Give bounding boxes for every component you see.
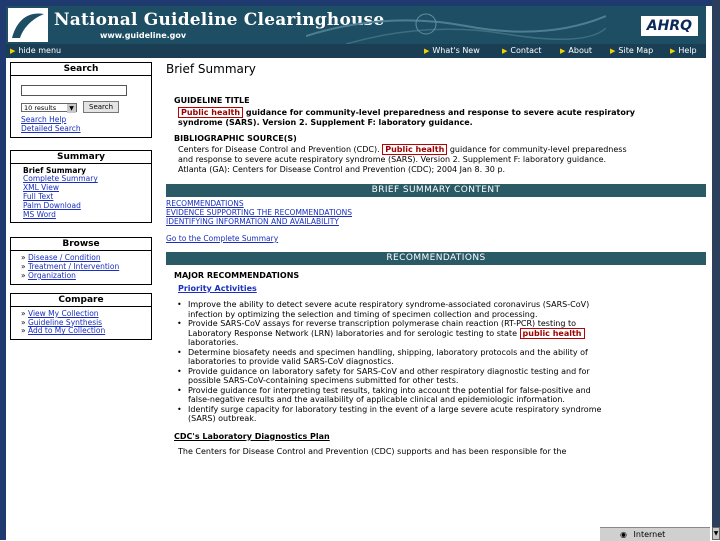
arrow-icon: ▶ bbox=[560, 47, 566, 55]
recommendations-link[interactable]: RECOMMENDATIONS bbox=[166, 199, 244, 208]
search-button[interactable]: Search bbox=[83, 101, 119, 113]
search-box bbox=[10, 62, 152, 138]
full-text-link[interactable]: Full Text bbox=[23, 191, 54, 201]
detailed-search-link[interactable]: Detailed Search bbox=[21, 123, 81, 133]
search-highlight: Public health bbox=[382, 144, 447, 155]
bibliographic-label: BIBLIOGRAPHIC SOURCE(S) bbox=[174, 134, 297, 143]
arrow-icon: ▶ bbox=[502, 47, 508, 55]
list-item: • Improve the ability to detect severe acute respiratory syndrome-associated coronavirus (SARS-CoV) infection by optimizing the selection and timing of specimen collection and processing. bbox=[166, 300, 706, 319]
priority-activities-label: Priority Activities bbox=[178, 284, 257, 293]
summary-heading: Summary bbox=[11, 151, 151, 164]
brief-summary-current: Brief Summary bbox=[23, 165, 86, 175]
arrow-icon: ▶ bbox=[10, 47, 16, 55]
main-content bbox=[166, 62, 706, 457]
list-item: • Provide guidance on laboratory safety for SARS-CoV and other respiratory diagnostic testing and for possible SARS-CoV-containing specimens submitted for other tests. bbox=[166, 367, 706, 386]
list-item: • Identify surge capacity for laboratory testing in the event of a large severe acute respiratory syndrome (SARS) outbreak. bbox=[166, 405, 706, 424]
sidebar bbox=[10, 62, 152, 348]
search-highlight: public health bbox=[520, 328, 585, 339]
recommendations-bar: RECOMMENDATIONS bbox=[166, 252, 706, 265]
compare-box bbox=[10, 293, 152, 340]
evidence-link[interactable]: EVIDENCE SUPPORTING THE RECOMMENDATIONS bbox=[166, 208, 353, 217]
xml-view-link[interactable]: XML View bbox=[23, 183, 59, 193]
nav-site-map[interactable]: ▶ Site Map bbox=[610, 46, 654, 55]
search-input[interactable] bbox=[21, 85, 127, 96]
view-collection-item[interactable]: » View My Collection bbox=[21, 308, 99, 318]
complete-summary-link[interactable]: Complete Summary bbox=[23, 174, 98, 184]
banner-decoration-icon bbox=[306, 6, 606, 44]
list-item: • Provide SARS-CoV assays for reverse transcription polymerase chain reaction (RT-PCR) testing to Laboratory Response Network (LRN) laboratories and for serologic testing to state public health laboratories. bbox=[166, 319, 706, 348]
site-title: National Guideline Clearinghouse bbox=[54, 10, 385, 30]
nav-contact[interactable]: ▶ Contact bbox=[502, 46, 542, 55]
status-zone: Internet bbox=[633, 530, 666, 539]
top-nav bbox=[6, 44, 706, 58]
ahrq-logo[interactable]: AHRQ bbox=[641, 16, 698, 36]
add-collection-item[interactable]: » Add to My Collection bbox=[21, 326, 106, 336]
palm-download-link[interactable]: Palm Download bbox=[23, 200, 81, 210]
page-title: Brief Summary bbox=[166, 62, 256, 76]
complete-summary-main-link[interactable]: Go to the Complete Summary bbox=[166, 234, 279, 243]
browse-organization-item[interactable]: » Organization bbox=[21, 270, 76, 280]
nav-about[interactable]: ▶ About bbox=[560, 46, 593, 55]
browse-treatment-item[interactable]: » Treatment / Intervention bbox=[21, 262, 120, 272]
nav-whats-new[interactable]: ▶ What's New bbox=[424, 46, 480, 55]
status-bar bbox=[600, 527, 710, 541]
search-help-link[interactable]: Search Help bbox=[21, 115, 67, 124]
bibliographic-text: Centers for Disease Control and Prevention (CDC). Public health guidance for community-level preparedness and response to severe acute respiratory syndrome (SARS). Version 2. Supplement F: laboratory guidance. Atlanta (GA): Centers for Disease Control and Prevention (CDC); 2004 Jan 8. 30 p. bbox=[178, 145, 627, 174]
list-item: • Provide guidance for interpreting test results, taking into account the potential for false-positive and false-negative results and the availability of applicable clinical and epidemiologic information. bbox=[166, 386, 706, 405]
nav-help[interactable]: ▶ Help bbox=[670, 46, 697, 55]
content-links bbox=[166, 199, 706, 243]
list-item: • Determine biosafety needs and specimen handling, shipping, laboratory protocols and the ability of laboratories to provide valid SARS-CoV diagnostics. bbox=[166, 348, 706, 367]
hide-menu-link[interactable]: ▶ hide menu bbox=[10, 46, 62, 55]
site-url: www.guideline.gov bbox=[100, 31, 187, 40]
arrow-icon: ▶ bbox=[610, 47, 616, 55]
guideline-synthesis-item[interactable]: » Guideline Synthesis bbox=[21, 317, 103, 327]
cdc-plan-label: CDC's Laboratory Diagnostics Plan bbox=[174, 431, 330, 441]
ms-word-link[interactable]: MS Word bbox=[23, 209, 56, 219]
recommendation-list bbox=[166, 300, 706, 424]
vertical-scrollbar[interactable] bbox=[712, 0, 720, 540]
arrow-icon: ▶ bbox=[670, 47, 676, 55]
browse-disease-item[interactable]: » Disease / Condition bbox=[21, 253, 101, 263]
browse-heading: Browse bbox=[11, 238, 151, 251]
ngc-logo-icon bbox=[8, 8, 48, 42]
internet-zone-icon: ◉ bbox=[620, 530, 627, 539]
browse-box bbox=[10, 237, 152, 284]
search-highlight: Public health bbox=[178, 107, 243, 118]
cdc-plan-text: The Centers for Disease Control and Prevention (CDC) supports and has been responsible for the bbox=[178, 446, 567, 456]
results-select[interactable]: 10 results ▼ bbox=[21, 103, 77, 112]
summary-box bbox=[10, 150, 152, 224]
compare-heading: Compare bbox=[11, 294, 151, 307]
site-banner bbox=[6, 6, 706, 44]
search-heading: Search bbox=[11, 63, 151, 76]
identifying-info-link[interactable]: IDENTIFYING INFORMATION AND AVAILABILITY bbox=[166, 217, 339, 226]
scroll-down-icon[interactable]: ▼ bbox=[712, 527, 720, 540]
arrow-icon: ▶ bbox=[424, 47, 430, 55]
guideline-title-label: GUIDELINE TITLE bbox=[174, 96, 250, 105]
brief-summary-content-bar: BRIEF SUMMARY CONTENT bbox=[166, 184, 706, 197]
major-recommendations-label: MAJOR RECOMMENDATIONS bbox=[174, 271, 300, 280]
chevron-down-icon: ▼ bbox=[67, 104, 76, 113]
window-frame-left bbox=[0, 0, 6, 540]
guideline-title-text: Public health guidance for community-level preparedness and response to severe acute respiratory syndrome (SARS). Version 2. Supplement F: laboratory guidance. bbox=[178, 108, 636, 127]
